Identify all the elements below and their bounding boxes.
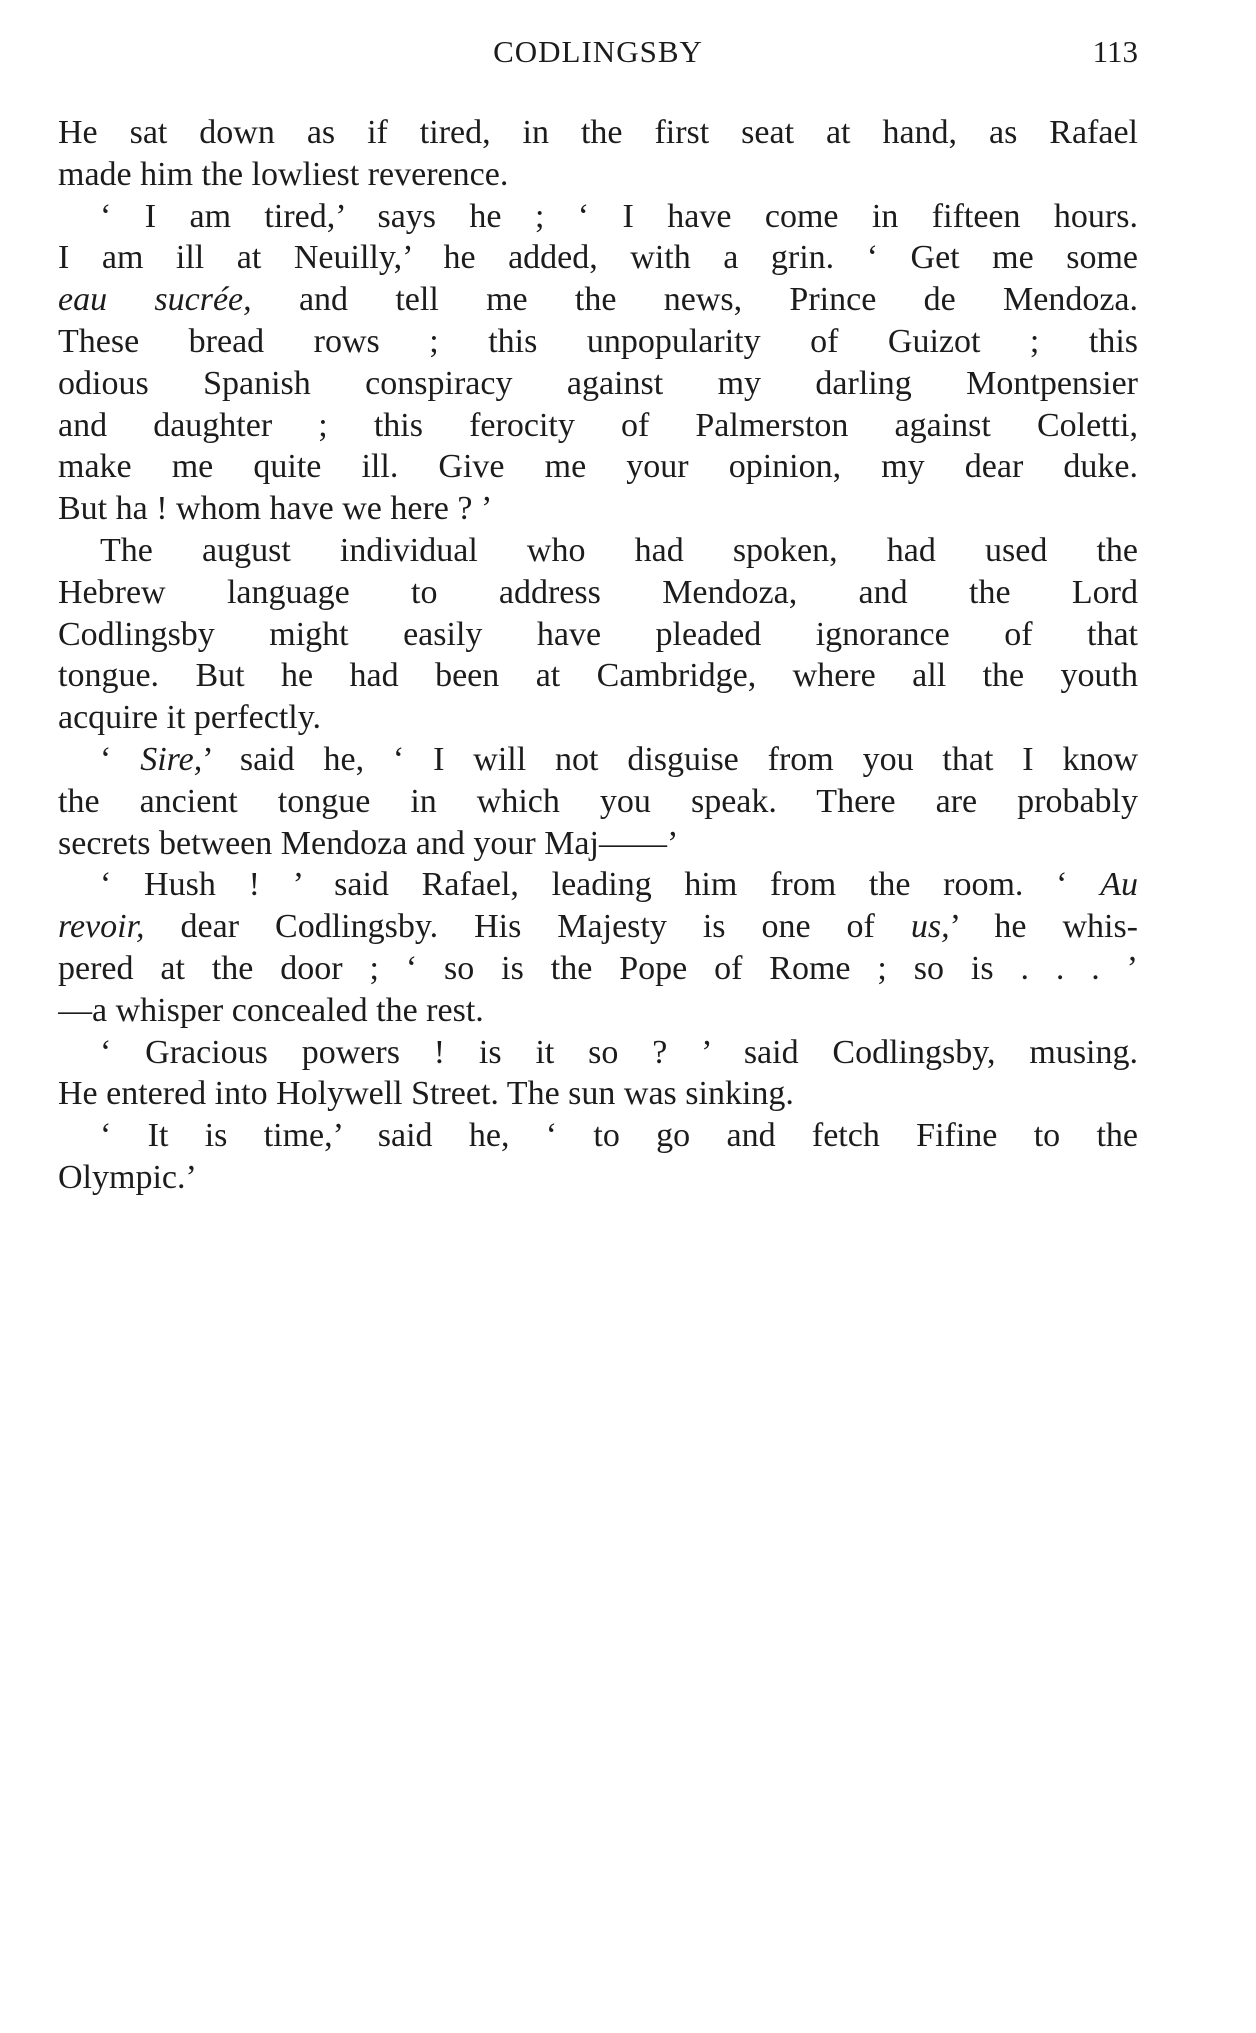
page-number: 113 (1092, 34, 1138, 69)
text-line: ‘ Gracious powers ! is it so ? ’ said Codlingsby, musing. (100, 1033, 1138, 1071)
text-line: ‘ I am tired,’ says he ; ‘ I have come in fifteen hours. (100, 197, 1138, 235)
text-line: acquire it perfectly. (58, 699, 322, 737)
text-line: make me quite ill. Give me your opinion, my dear duke. (58, 448, 1138, 486)
text-line: But ha ! whom have we here ? ’ (58, 490, 493, 528)
text-line: odious Spanish conspiracy against my darling Montpensier (58, 364, 1138, 402)
text-line: The august individual who had spoken, had used the (100, 531, 1138, 569)
text-line: made him the lowliest reverence. (58, 155, 509, 193)
text-line: tongue. But he had been at Cambridge, where all the youth (58, 657, 1138, 695)
text-line: ‘ It is time,’ said he, ‘ to go and fetch Fifine to the (100, 1117, 1138, 1155)
text-line: —a whisper concealed the rest. (58, 991, 484, 1029)
text-line: Hebrew language to address Mendoza, and the Lord (58, 573, 1138, 611)
text-line: Codlingsby might easily have pleaded ignorance of that (58, 615, 1138, 653)
text-line: secrets between Mendoza and your Maj——’ (58, 824, 679, 862)
text-line: the ancient tongue in which you speak. There are probably (58, 782, 1138, 820)
running-title: CODLINGSBY (493, 34, 703, 69)
text-line: and daughter ; this ferocity of Palmerston against Coletti, (58, 406, 1138, 444)
text-line: eau sucrée, and tell me the news, Prince de Mendoza. (58, 281, 1138, 319)
running-head (58, 34, 1138, 74)
body-text (58, 112, 1138, 1199)
text-line: ‘ Sire,’ said he, ‘ I will not disguise from you that I know (100, 740, 1138, 778)
text-line: He entered into Holywell Street. The sun was sinking. (58, 1075, 794, 1113)
text-line: Olympic.’ (58, 1158, 197, 1196)
text-line: These bread rows ; this unpopularity of Guizot ; this (58, 322, 1138, 360)
text-line: ‘ Hush ! ’ said Rafael, leading him from the room. ‘ Au (100, 866, 1138, 904)
text-line: revoir, dear Codlingsby. His Majesty is one of us,’ he whis- (58, 908, 1138, 946)
text-line: I am ill at Neuilly,’ he added, with a grin. ‘ Get me some (58, 239, 1138, 277)
text-line: He sat down as if tired, in the first seat at hand, as Rafael (58, 114, 1138, 151)
text-line: pered at the door ; ‘ so is the Pope of Rome ; so is . . . ’ (58, 949, 1138, 987)
